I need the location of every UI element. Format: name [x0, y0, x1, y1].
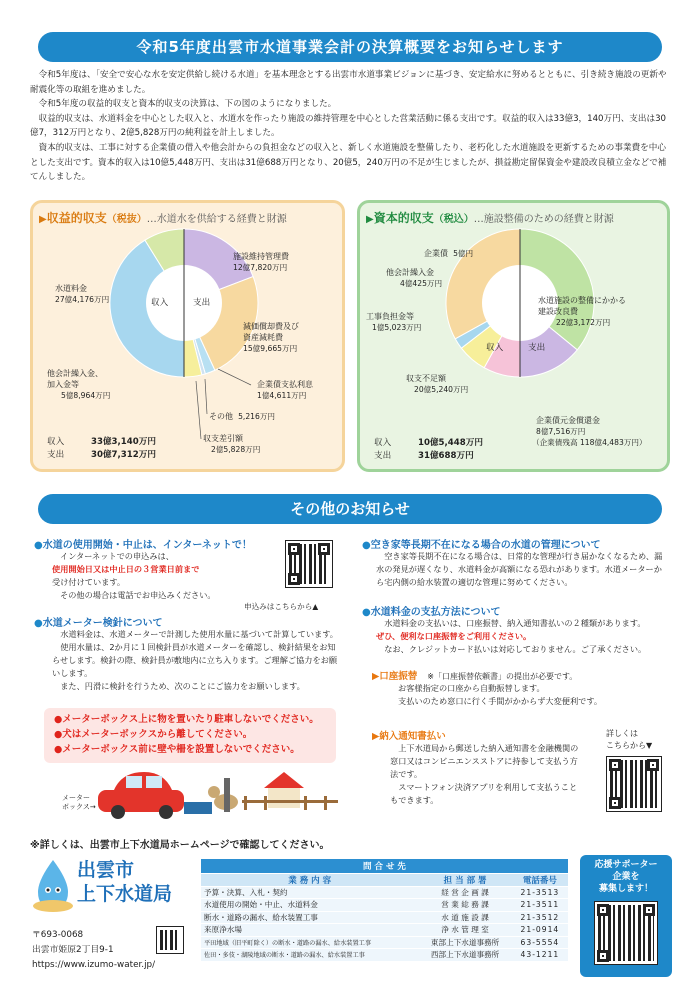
table-row: 断水・道路の漏水、給水装置工事 水 道 施 設 課 21-3512	[201, 911, 568, 924]
revenue-box	[30, 200, 345, 472]
others-title: その他のお知らせ	[38, 494, 662, 524]
intro-paragraph: 収益的収支は、水道料金を中心とした収入と、水道水を作ったり施設の維持管理を中心とした営業活動に係る支出です。収益的収入は33億3，140万円、支出は30億7，312万円となり、2億5,828万円の純利益を計上しました。	[30, 113, 667, 139]
logo-text: 出雲市 上下水道局	[77, 859, 173, 905]
triangle-icon: ▶	[366, 214, 374, 225]
net-diff-label: 収支差引額 2億5,828万円	[203, 434, 261, 454]
table-row: 水道使用の開始・中止、水道料金 営 業 総 務 課 21-3511	[201, 899, 568, 912]
warning-item: ●メーターボックス上に物を置いたり駐車しないでください。	[54, 714, 319, 725]
other-capital-label: 他会計繰入金 4億425万円	[386, 268, 443, 288]
bond-label: 企業債 5億円	[424, 249, 474, 258]
capital-box	[357, 200, 670, 472]
payment-text: 水道料金の支払いは、口座振替、納入通知書払いの２種類があります。 ぜひ、便利な口座振替をご利用ください。 なお、クレジットカード払いは対応しておりません。ご了承ください。	[376, 618, 647, 654]
payment-more-link[interactable]: 詳しくは こちらから▼	[606, 729, 653, 750]
meter-text: 水道料金は、水道メーターで計測した使用水量に基づいて計算しています。 使用水量は、2か月に１回検針員が水道メーターを確認し、検針結果をお知らせします。検針の際、検針員が敷地内に立ち入ります。ご理解ご協力をお願いします。 また、円滑に検針を行うため、次のことにご協力をお願いします。	[52, 629, 338, 691]
support-box	[580, 855, 672, 977]
leader-lines	[33, 203, 348, 475]
support-text: 応援サポーター 企業を 募集します！	[594, 860, 658, 894]
website-link[interactable]: https://www.izumo-water.jp/	[32, 960, 156, 970]
intro-text	[30, 68, 672, 185]
internet-qr-code[interactable]	[285, 540, 333, 588]
contact-header: 業 務 内 容	[201, 873, 418, 886]
depreciation-label: 減価償却費及び 資産減耗費 15億9,665万円	[243, 322, 299, 353]
footer-note: ※詳しくは、出雲市上下水道局ホームページで確認してください。	[30, 840, 330, 851]
address: 〒693-0068 出雲市姫原2丁目9-1 https://www.izumo-water.jp/	[32, 928, 155, 973]
vacant-text: 空き家等長期不在になる場合は、日常的な管理が行き届かなくなるため、漏水の発見が遅くなり、水道料金が高額になる恐れがあります。水道メーターから宅内側の給水装置の適切な管理に努めてください。	[376, 551, 663, 587]
table-row: 来原浄水場 浄 水 管 理 室 21-0914	[201, 924, 568, 937]
capital-expense-label: 支出	[528, 343, 546, 353]
warning-item: ●メーターボックス前に壁や柵を設置しないでください。	[54, 744, 300, 755]
intro-paragraph: 令和5年度の収益的収支と資本的収支の決算は、下の図のようになりました。	[38, 99, 337, 110]
capital-desc: …施設整備のための経費と財源	[473, 214, 614, 225]
triangle-icon: ▶	[39, 214, 47, 225]
table-row: 予算・決算、入札・契約 経 営 企 画 課 21-3513	[201, 886, 568, 899]
capital-totals: 収入 10億5,448万円 支出 31億688万円	[374, 438, 483, 461]
misc-label: その他 5,216万円	[209, 412, 276, 421]
account-transfer-heading: ▶口座振替 ※「口座振替依頼書」の提出が必要です。	[372, 671, 578, 682]
capital-income-label: 収入	[486, 343, 504, 353]
capital-heading	[366, 209, 614, 226]
warning-item: ●犬はメーターボックスから離してください。	[54, 729, 253, 740]
revenue-title: 収益的収支	[46, 211, 107, 225]
meterbox-label: メーター ボックス→	[62, 794, 96, 811]
internet-text: インターネットでの申込みは、 使用開始日又は中止日の３営業日前まで 受け付けています。 その他の場合は電話でお申込みください。	[52, 551, 216, 600]
intro-paragraph: 資本的収支は、工事に対する企業債の借入や他会計からの負担金などの収入と、新しく水道施設を整備したり、老朽化した水道施設を更新するための事業費を中心とした支出です。資本的収入は10億5,448万円、支出は31億688万円となり、20億5，240万円の不足が生じましたが、損益勘定留保資金や建設改良積立金などで補てんしました。	[30, 142, 667, 183]
notice-payment-heading: ▶納入通知書払い	[372, 731, 446, 742]
website-qr-code[interactable]	[156, 926, 184, 954]
contact-title: 問 合 せ 先	[201, 859, 568, 873]
account-transfer-text: お客様指定の口座から自動振替します。 支払いのため窓口に行く手間がかからず大変便利です。	[398, 683, 603, 706]
maintenance-label: 施設維持管理費 12億7,820万円	[233, 252, 289, 272]
contact-header: 電話番号	[512, 873, 568, 886]
mascot-logo	[30, 856, 76, 916]
shortfall-label: 収支不足額 20億5,240万円	[406, 374, 469, 394]
page-title: 令和5年度出雲市水道事業会計の決算概要をお知らせします	[38, 32, 662, 62]
intro-paragraph: 令和5年度は、「安全で安心な水を安定供給し続ける水道」を基本理念とする出雲市水道事業ビジョンに基づき、安定給水に努めるとともに、引き続き施設の更新や耐震化等の取組を進めました。	[30, 70, 667, 95]
other-income-label: 他会計繰入金、 加入金等 5億8,964万円	[47, 369, 111, 400]
table-row: 平田地域（旧平町除く）の断水・道路の漏水、給水装置工事 東部上下水道事務所 63-5554	[201, 936, 568, 949]
table-row: 佐田・多伎・湖陵地域の断水・道路の漏水、給水装置工事 西部上下水道事務所 43-1211	[201, 949, 568, 962]
support-qr-code[interactable]	[594, 901, 658, 965]
meter-warning-box	[44, 708, 336, 763]
internet-link[interactable]: 申込みはこちらから▲	[244, 602, 319, 611]
revenue-tax: （税抜）	[106, 214, 147, 225]
meter-heading: ●水道メーター検針について	[34, 618, 163, 629]
notice-payment-text: 上下水道局から郵送した納入通知書を金融機関の窓口又はコンビニエンスストアに持参して支払う方法です。 スマートフォン決済アプリを利用して支払うこともできます。	[390, 743, 579, 805]
burden-label: 工事負担金等 1億5,023万円	[366, 312, 422, 332]
revenue-totals: 収入 33億3,140万円 支出 30億7,312万円	[47, 437, 156, 460]
meter-illustration	[44, 762, 340, 822]
repayment-label: 企業債元金償還金 8億7,516万円 （企業債残高 118億4,483万円）	[532, 416, 647, 447]
revenue-income-label: 収入	[151, 298, 169, 308]
capital-title: 資本的収支	[373, 211, 434, 225]
payment-qr-code[interactable]	[606, 756, 662, 812]
contact-header: 担 当 部 署	[418, 873, 511, 886]
revenue-desc: …水道水を供給する経費と財源	[146, 214, 287, 225]
water-fee-label: 水道料金 27億4,176万円	[55, 284, 110, 304]
facility-label: 水道施設の整備にかかる 建設改良費 22億3,172万円	[538, 296, 626, 327]
contact-table	[201, 859, 568, 962]
revenue-expense-label: 支出	[193, 298, 211, 308]
vacant-heading: ●空き家等長期不在になる場合の水道の管理について	[362, 540, 601, 551]
internet-heading: ●水道の使用開始・中止は、インターネットで！	[34, 540, 252, 551]
capital-tax: （税込）	[433, 214, 474, 225]
bond-interest-label: 企業債支払利息 1億4,611万円	[257, 380, 313, 400]
payment-heading: ●水道料金の支払方法について	[362, 607, 501, 618]
